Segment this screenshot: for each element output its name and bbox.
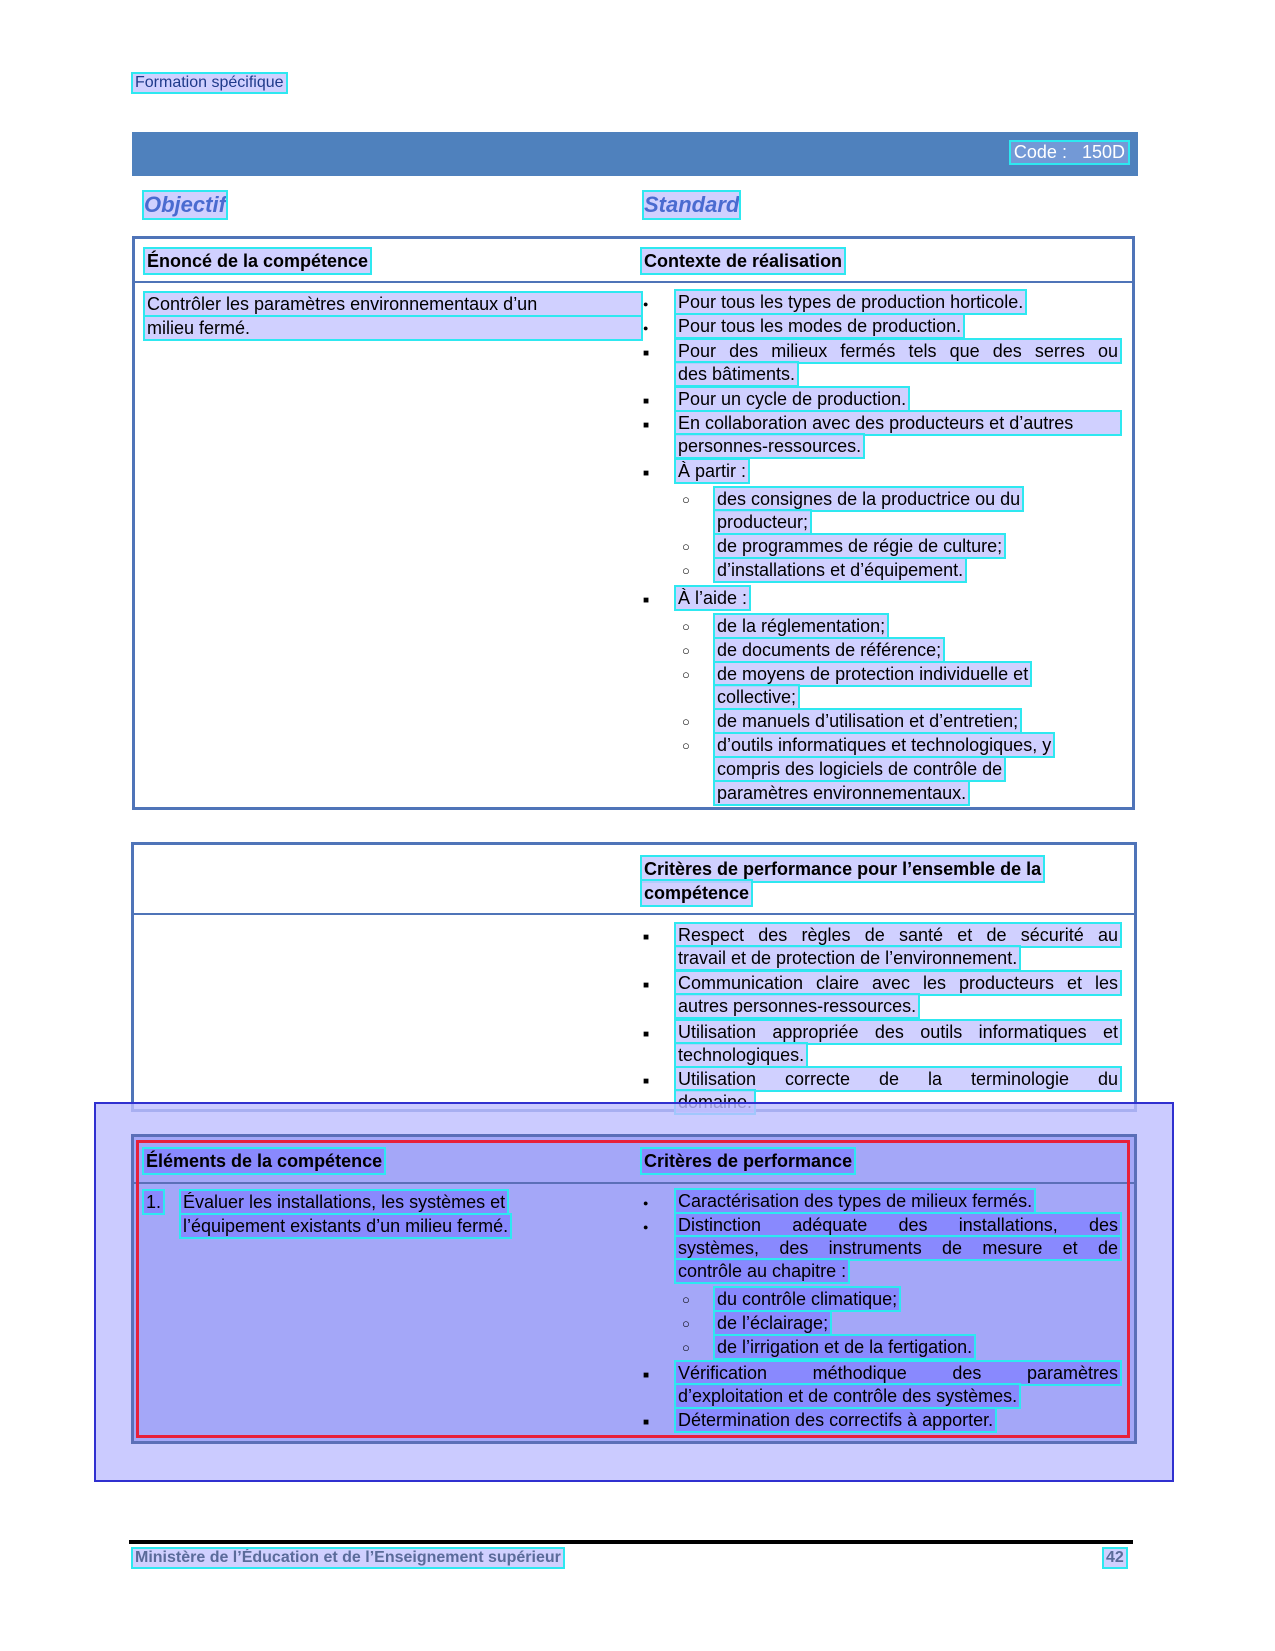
bullet-icon bbox=[643, 291, 648, 315]
sub-bullet-icon bbox=[682, 734, 690, 757]
context-subline: collective; bbox=[717, 687, 797, 707]
context-subline: d’installations et d’équipement. bbox=[717, 560, 964, 580]
criteria-line: Communication claire avec les producteurs et les bbox=[678, 973, 1118, 993]
bullet-icon bbox=[643, 388, 649, 413]
context-subline: de manuels d’utilisation et d’entretien; bbox=[717, 711, 1019, 731]
performance-line: d’exploitation et de contrôle des systèmes. bbox=[678, 1386, 1018, 1406]
sub-bullet-icon bbox=[682, 1288, 690, 1311]
context-line: personnes-ressources. bbox=[678, 436, 862, 456]
criteria-line: autres personnes-ressources. bbox=[678, 996, 917, 1016]
footer-ministry: Ministère de l’Éducation et de l’Enseignement supérieur bbox=[135, 1549, 561, 1566]
sub-bullet-icon bbox=[682, 710, 690, 733]
context-line: Pour tous les types de production horticole. bbox=[678, 292, 1024, 312]
sub-bullet-icon bbox=[682, 1312, 690, 1335]
performance-line: Détermination des correctifs à apporter. bbox=[678, 1410, 994, 1430]
page-number: 42 bbox=[1106, 1549, 1124, 1566]
context-subline: de la réglementation; bbox=[717, 616, 886, 636]
performance-line: systèmes, des instruments de mesure et de bbox=[678, 1238, 1118, 1258]
context-line: des bâtiments. bbox=[678, 364, 796, 384]
criteria-line: Utilisation appropriée des outils informatiques et bbox=[678, 1022, 1118, 1042]
code-value: 150D bbox=[1081, 142, 1125, 162]
code-band bbox=[132, 132, 1138, 176]
context-subline: des consignes de la productrice ou du bbox=[717, 489, 1021, 509]
context-line: À partir : bbox=[678, 461, 747, 481]
elements-header: Éléments de la compétence bbox=[146, 1151, 383, 1171]
sub-bullet-icon bbox=[682, 488, 690, 511]
bullet-icon bbox=[643, 972, 649, 997]
performance-line: Caractérisation des types de milieux fermés. bbox=[678, 1191, 1033, 1211]
context-header: Contexte de réalisation bbox=[644, 251, 843, 271]
performance-subline: de l’irrigation et de la fertigation. bbox=[717, 1337, 973, 1357]
criteria-line: travail et de protection de l’environnement. bbox=[678, 948, 1018, 968]
objectif-label: Objectif bbox=[144, 192, 226, 217]
bullet-icon bbox=[643, 1362, 649, 1387]
element-line: Évaluer les installations, les systèmes et bbox=[183, 1192, 506, 1212]
statement-line: milieu fermé. bbox=[145, 317, 641, 339]
performance-subline: du contrôle climatique; bbox=[717, 1289, 898, 1309]
bullet-icon bbox=[643, 460, 649, 485]
sub-bullet-icon bbox=[682, 639, 690, 662]
criteria-header: Critères de performance pour l’ensemble de la bbox=[644, 859, 1042, 879]
bullet-icon bbox=[643, 412, 649, 437]
bullet-icon bbox=[643, 587, 649, 612]
performance-header: Critères de performance bbox=[644, 1151, 853, 1171]
sub-bullet-icon bbox=[682, 663, 690, 686]
context-line: En collaboration avec des producteurs et d’autres bbox=[676, 412, 1120, 434]
statement-header: Énoncé de la compétence bbox=[147, 251, 369, 271]
criteria-line: technologiques. bbox=[678, 1045, 805, 1065]
elements-table bbox=[131, 1134, 1137, 1444]
bullet-icon bbox=[643, 340, 649, 365]
footer-rule bbox=[129, 1540, 1133, 1544]
bullet-icon bbox=[643, 1214, 648, 1238]
bullet-icon bbox=[643, 315, 648, 339]
performance-subline: de l’éclairage; bbox=[717, 1313, 829, 1333]
sub-bullet-icon bbox=[682, 615, 690, 638]
sub-bullet-icon bbox=[682, 535, 690, 558]
context-subline: d’outils informatiques et technologiques, y bbox=[717, 735, 1052, 755]
context-subline: producteur; bbox=[717, 512, 809, 532]
element-number: 1. bbox=[146, 1192, 162, 1212]
statement-line: Contrôler les paramètres environnementaux d’un bbox=[145, 293, 641, 315]
sub-bullet-icon bbox=[682, 559, 690, 582]
context-subline: de documents de référence; bbox=[717, 640, 942, 660]
header-divider bbox=[135, 281, 1132, 283]
context-subline: de moyens de protection individuelle et bbox=[717, 664, 1029, 684]
context-line: Pour tous les modes de production. bbox=[678, 316, 962, 336]
header-divider bbox=[134, 1182, 1134, 1184]
criteria-header: compétence bbox=[644, 883, 750, 903]
performance-line: contrôle au chapitre : bbox=[678, 1261, 847, 1281]
bullet-icon bbox=[643, 1190, 648, 1214]
context-subline: paramètres environnementaux. bbox=[717, 783, 967, 803]
context-line: Pour un cycle de production. bbox=[678, 389, 907, 409]
context-subline: compris des logiciels de contrôle de bbox=[717, 759, 1003, 779]
performance-line: Distinction adéquate des installations, des bbox=[678, 1215, 1118, 1235]
criteria-table bbox=[131, 842, 1137, 1112]
code-label: Code : bbox=[1013, 142, 1067, 162]
sub-bullet-icon bbox=[682, 1336, 690, 1359]
criteria-line: Utilisation correcte de la terminologie du bbox=[678, 1069, 1118, 1089]
competence-table bbox=[132, 236, 1135, 810]
program-code bbox=[1011, 142, 1128, 163]
bullet-icon bbox=[643, 1409, 649, 1434]
context-line: À l’aide : bbox=[678, 588, 748, 608]
context-subline: de programmes de régie de culture; bbox=[717, 536, 1003, 556]
bullet-icon bbox=[643, 1021, 649, 1046]
context-line: Pour des milieux fermés tels que des serres ou bbox=[678, 341, 1118, 361]
performance-line: Vérification méthodique des paramètres bbox=[678, 1363, 1118, 1383]
element-line: l’équipement existants d’un milieu fermé. bbox=[183, 1216, 509, 1236]
header-divider bbox=[134, 913, 1134, 915]
bullet-icon bbox=[643, 1068, 649, 1093]
bullet-icon bbox=[643, 924, 649, 949]
running-head: Formation spécifique bbox=[135, 74, 284, 91]
criteria-line: Respect des règles de santé et de sécurité au bbox=[678, 925, 1118, 945]
standard-label: Standard bbox=[644, 192, 740, 217]
